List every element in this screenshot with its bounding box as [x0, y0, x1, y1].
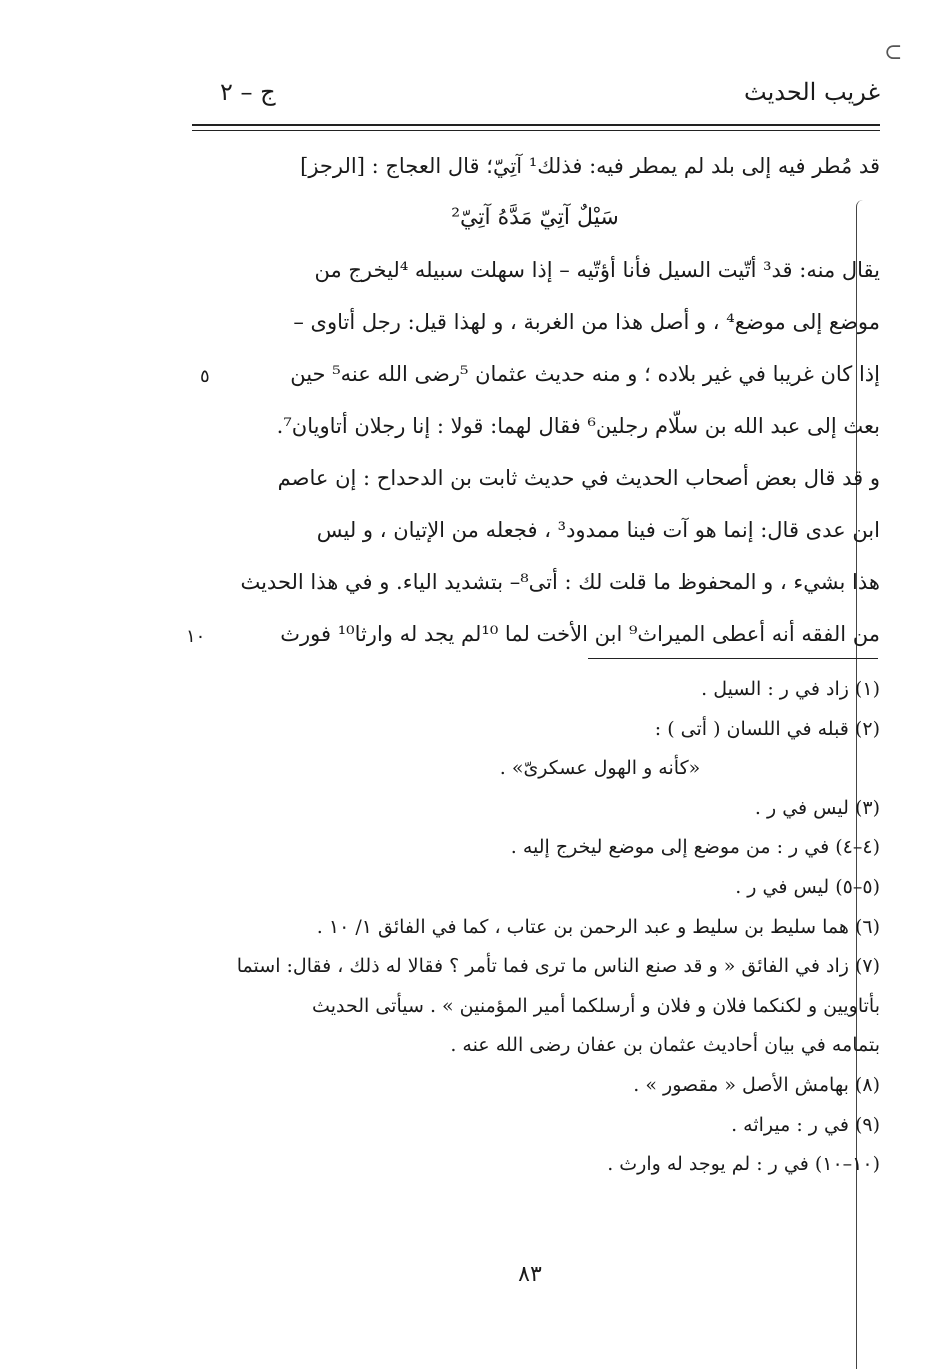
footnote: (٢) قبله في اللسان ( أتى ) : — [654, 717, 880, 740]
footnotes — [200, 670, 880, 1185]
page-number: ٨٣ — [518, 1262, 542, 1287]
footnote: (٦) هما سليط بن سليط و عبد الرحمن بن عتاب ، كما في الفائق ١/ ١٠ . — [316, 915, 880, 938]
footnote: (١٠–١٠) في ر : لم يوجد له وارث . — [607, 1153, 880, 1176]
text-line: يقال منه: قد³ أتّيت السيل فأنا أؤتّيه – إذا سهلت سبيله ⁴ليخرج من — [314, 258, 880, 282]
line-number-marker: ١٠ — [186, 626, 206, 647]
text-line: إذا كان غريبا في غير بلاده ؛ و منه حديث عثمان ⁵رضى الله عنه⁵ حين — [290, 362, 880, 386]
running-header — [220, 78, 880, 118]
footnote: (١) زاد في ر : السيل . — [701, 678, 880, 700]
text-line: ابن عدى قال: إنما هو آت فينا ممدود³ ، فجعله من الإتيان ، و ليس — [316, 518, 880, 542]
footnote: (٨) بهامش الأصل « مقصور » . — [633, 1073, 880, 1096]
text-line: قد مُطر فيه إلى بلد لم يمطر فيه: فذلك¹ آتِيّ؛ قال العجاج : [الرجز] — [300, 154, 880, 178]
footnote: (٣) ليس في ر . — [754, 796, 880, 819]
line-number-marker: ٥ — [200, 366, 210, 387]
main-text — [190, 140, 880, 660]
header-rule-thick — [192, 124, 880, 126]
footnote-continued: بتمامه في بيان أحاديث عثمان بن عفان رضى الله عنه . — [450, 1034, 880, 1057]
footnote-verse: «كأنه و الهول عسكرىّ» . — [499, 757, 701, 780]
text-line: هذا بشيء ، و المحفوظ ما قلت لك : أتى⁸– بتشديد الياء. و في هذا الحديث — [240, 570, 880, 594]
verse-line: سَيْلٌ آتِيّ مَدَّهُ آتِيّ² — [451, 205, 619, 230]
text-line: و قد قال بعض أصحاب الحديث في حديث ثابت بن الدحداح : إن عاصم — [277, 466, 880, 490]
footnote-separator — [588, 658, 878, 659]
corner-mark: ⊂ — [884, 40, 903, 65]
footnote: (٧) زاد في الفائق « و قد صنع الناس ما ترى فما تأمر ؟ فقالا له ذلك ، فقال: استما — [236, 955, 880, 978]
volume-number: ج – ٢ — [220, 78, 276, 106]
footnote-continued: بأتاويين و لكنكما فلان و فلان و أرسلكما أمير المؤمنين » . سيأتى الحديث — [312, 994, 880, 1017]
footnote: (٩) في ر : ميراثه . — [731, 1113, 880, 1136]
footnote: (٤–٤) في ر : من موضع إلى موضع ليخرج إليه . — [510, 836, 880, 859]
text-line: من الفقه أنه أعطى الميراث⁹ ابن الأخت لما ¹⁰لم يجد له وارثا¹⁰ فورث — [280, 622, 880, 646]
text-line: موضع إلى موضع⁴ ، و أصل هذا من الغربة ، و لهذا قيل: رجل أتاوى – — [293, 310, 880, 334]
text-line: بعث إلى عبد الله بن سلّام رجلين⁶ فقال لهما: قولا : إنا رجلان أتاويان⁷. — [276, 414, 880, 438]
footnote: (٥–٥) ليس في ر . — [735, 875, 880, 898]
book-title: غريب الحديث — [744, 78, 880, 106]
header-rule-thin — [192, 130, 880, 131]
